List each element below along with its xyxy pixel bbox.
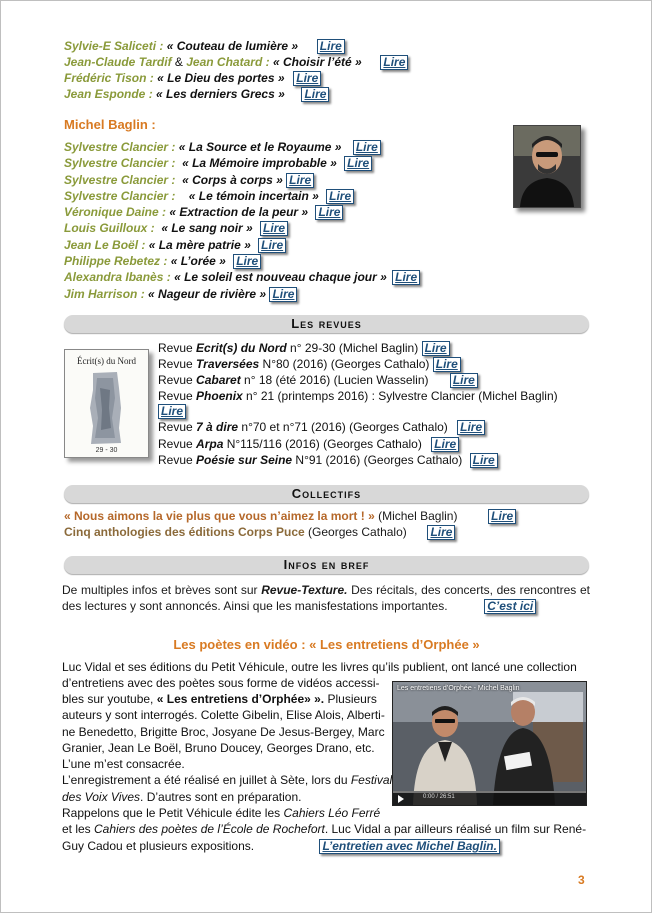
video-text-line: et les Cahiers des poètes de l’École de Rochefort. Luc Vidal a par ailleurs réalisé un film sur René- [62,822,587,836]
list-item: « Nous aimons la vie plus que vous n’aimez la mort ! » (Michel Baglin) Lire [64,508,516,524]
lire-link[interactable]: Lire [317,39,345,54]
lire-link[interactable]: Lire [233,254,261,269]
list-item: Frédéric Tison : « Le Dieu des portes » Lire [64,70,321,86]
lire-link[interactable]: Lire [158,404,186,419]
list-item [158,403,186,419]
lire-link[interactable]: Lire [392,270,420,285]
lire-link[interactable]: Lire [344,156,372,171]
lire-link[interactable]: Lire [301,87,329,102]
list-item: Louis Guilloux : « Le sang noir » Lire [64,220,288,236]
list-item: Véronique Daine : « Extraction de la peur » Lire [64,204,343,220]
lire-link[interactable]: Lire [433,357,461,372]
cover-number: 29 - 30 [95,447,118,454]
lire-link[interactable]: Lire [427,525,455,540]
author-photo [513,125,581,208]
list-item: Jean-Claude Tardif & Jean Chatard : « Choisir l’été » Lire [64,54,408,70]
page-number: 3 [578,873,585,887]
list-item: Revue 7 à dire n°70 et n°71 (2016) (Georges Cathalo) Lire [158,419,485,435]
list-item: Revue Ecrit(s) du Nord n° 29-30 (Michel Baglin) Lire [158,340,450,356]
lire-link[interactable]: Lire [326,189,354,204]
list-item: Sylvestre Clancier : « Corps à corps » Lire [64,172,314,188]
lire-link[interactable]: Lire [431,437,459,452]
list-item: Sylvestre Clancier : « La Mémoire improbable » Lire [64,155,372,171]
video-text-line: des Voix Vives. D’autres sont en préparation. [62,790,302,804]
list-item: Jim Harrison : « Nageur de rivière » Lire [64,286,297,302]
lire-link[interactable]: Lire [286,173,314,188]
list-item: Sylvestre Clancier : « La Source et le Royaume » Lire [64,139,381,155]
section-title-video: Les poètes en vidéo : « Les entretiens d’Orphée » [173,637,480,652]
list-item: Revue Arpa N°115/116 (2016) (Georges Cathalo) Lire [158,436,459,452]
video-text-line: Granier, Jean Le Boël, Bruno Doucey, Georges Drano, etc. [62,741,375,755]
cover-title: Écrit(s) du Nord [77,356,136,366]
lire-link[interactable]: Lire [353,140,381,155]
video-text-line: Luc Vidal et ses éditions du Petit Véhicule, outre les livres qu’ils publient, ont lancé une collection [62,660,577,674]
interview-link[interactable]: L’entretien avec Michel Baglin. [319,839,500,854]
video-text-line: d’entretiens avec des poètes sous forme de vidéos accessi- [62,676,380,690]
section-heading-revues: Les revues [64,315,589,333]
lire-link[interactable]: Lire [258,238,286,253]
video-text-line: L’enregistrement a été réalisé en juillet à Sète, lors du Festival [62,773,393,787]
section-title-baglin: Michel Baglin : [64,117,156,132]
lire-link[interactable]: Lire [488,509,516,524]
lire-link[interactable]: Lire [260,221,288,236]
list-item: Revue Phoenix n° 21 (printemps 2016) : Sylvestre Clancier (Michel Baglin) [158,389,558,403]
list-item: Cinq anthologies des éditions Corps Puce (Georges Cathalo) Lire [64,524,455,540]
video-text-line: Guy Cadou et plusieurs expositions. L’entretien avec Michel Baglin. [62,838,500,854]
video-time: 0:00 / 26:51 [423,794,455,800]
video-text-line: Rappelons que le Petit Véhicule édite les Cahiers Léo Ferré [62,806,381,820]
lire-link[interactable]: Lire [450,373,478,388]
list-item: Revue Traversées N°80 (2016) (Georges Cathalo) Lire [158,356,461,372]
play-icon[interactable] [398,795,404,803]
cest-ici-link[interactable]: C’est ici [484,599,536,614]
infos-paragraph: De multiples infos et brèves sont sur Revue-Texture. Des récitals, des concerts, des rencontres et des lectures y sont annoncés. Ainsi que les manisfestations importantes. C’est ici [62,583,590,613]
video-text-line: L’une m’est consacrée. [62,757,185,771]
lire-link[interactable]: Lire [315,205,343,220]
lire-link[interactable]: Lire [470,453,498,468]
list-item: Revue Poésie sur Seine N°91 (2016) (Georges Cathalo) Lire [158,452,498,468]
section-heading-infos: Infos en bref [64,556,589,574]
video-text-line: ne Benedetto, Brigitte Broc, Josyane De Jesus-Bergey, Marc [62,725,385,739]
video-text-line: auteurs y sont interrogés. Colette Gibelin, Elise Alois, Alberti- [62,708,385,722]
list-item: Philippe Rebetez : « L’orée » Lire [64,253,261,269]
list-item: Jean Le Boël : « La mère patrie » Lire [64,237,286,253]
video-player-title: Les entretiens d’Orphée - Michel Baglin [397,685,520,692]
section-heading-collectifs: Collectifs [64,485,589,503]
cover-artwork [65,368,148,448]
list-item: Revue Cabaret n° 18 (été 2016) (Lucien Wasselin) Lire [158,372,478,388]
lire-link[interactable]: Lire [269,287,297,302]
lire-link[interactable]: Lire [457,420,485,435]
video-thumbnail [393,682,586,805]
list-item: Sylvie-E Saliceti : « Couteau de lumière » Lire [64,38,345,54]
list-item: Alexandra Ibanès : « Le soleil est nouveau chaque jour » Lire [64,269,420,285]
revue-cover [64,349,149,458]
lire-link[interactable]: Lire [422,341,450,356]
list-item: Jean Esponde : « Les derniers Grecs » Lire [64,86,329,102]
lire-link[interactable]: Lire [293,71,321,86]
lire-link[interactable]: Lire [380,55,408,70]
video-text-line: bles sur youtube, « Les entretiens d’Orphée» ». Plusieurs [62,692,377,706]
video-player[interactable] [392,681,587,806]
list-item: Sylvestre Clancier : « Le témoin incertain » Lire [64,188,354,204]
